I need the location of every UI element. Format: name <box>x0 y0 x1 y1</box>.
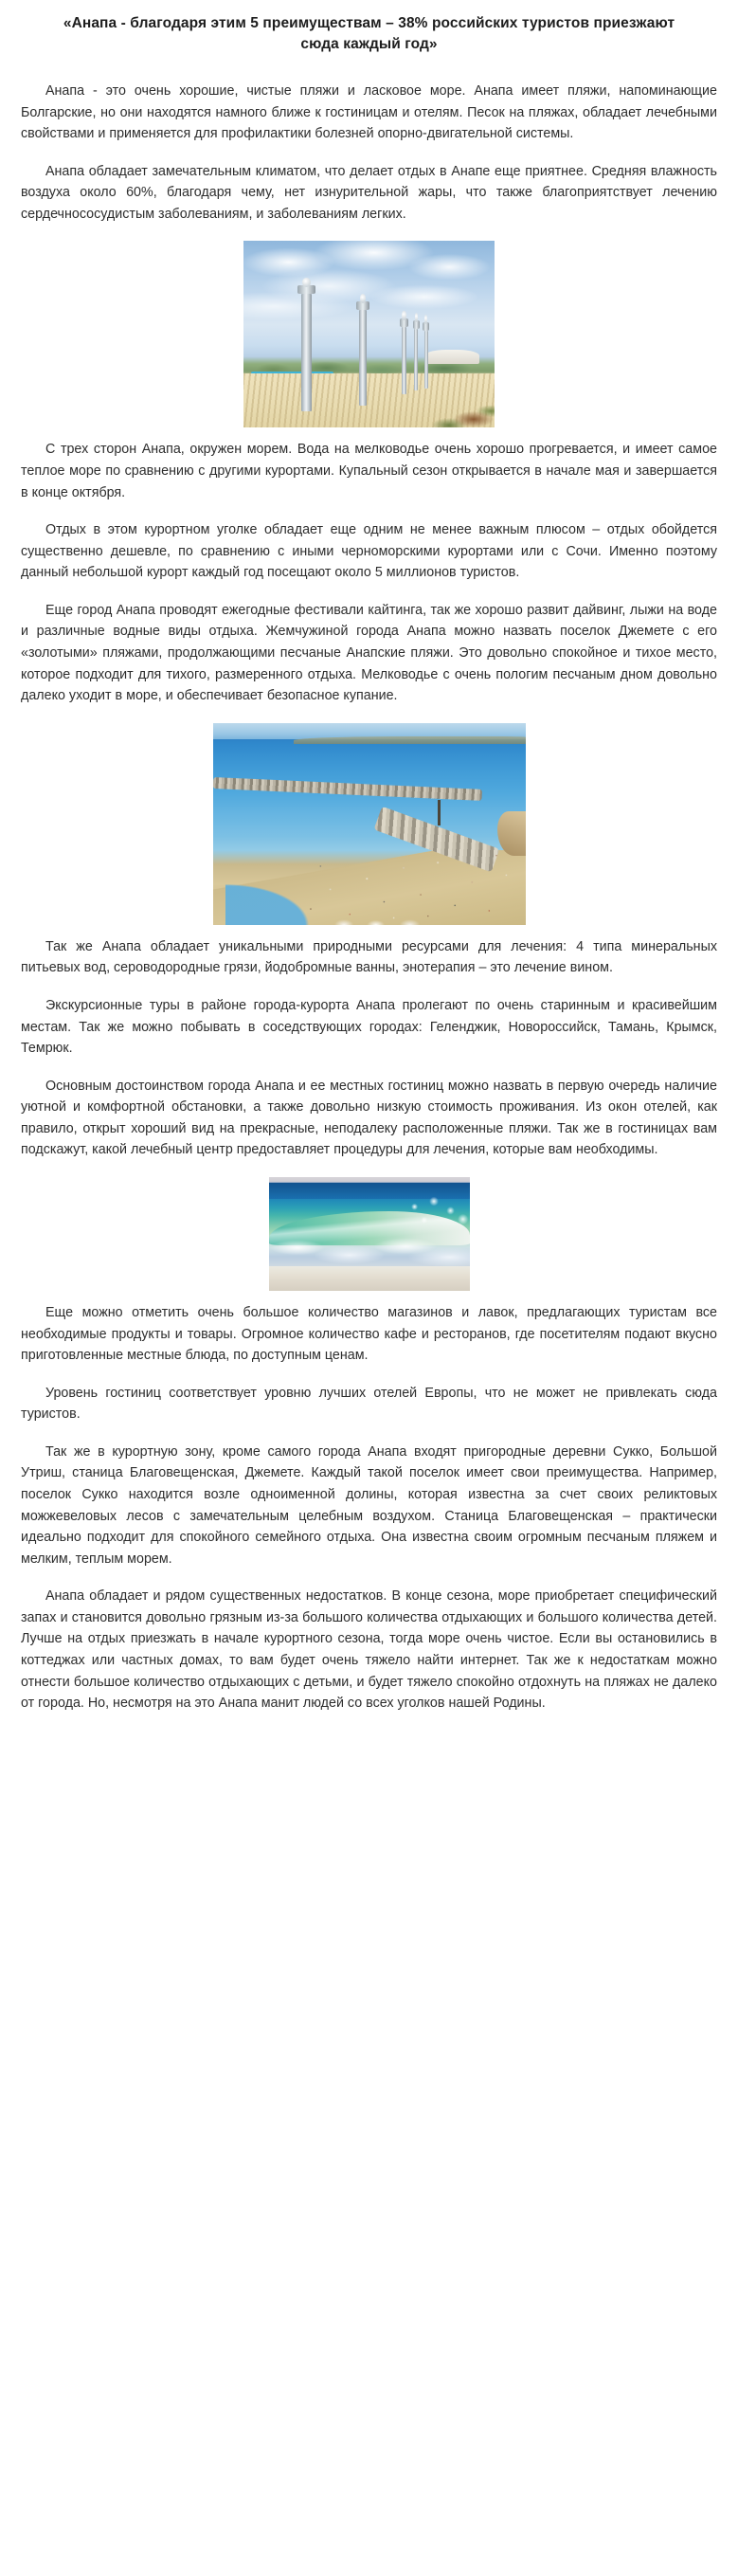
column-5 <box>424 331 428 389</box>
cloud-layer <box>243 241 495 360</box>
figure-beach <box>0 723 738 925</box>
column-3 <box>402 327 406 394</box>
paragraph-12: Анапа обладает и рядом существенных недостатков. В конце сезона, море приобретает специфический запах и становится довольно грязным из-за большого количества отдыхающих и большого количества детей. Лучше на отдых приезжать в начале курортного сезона, тогда море очень чистое. Если вы остановились в коттеджах или частных домах, то вам будет очень тяжело найти интернет. Так же к недостаткам можно отнести большое количество отдыхающих с детьми, и будет тяжело спокойно отдохнуть на пляжах не далеко от города. Но, несмотря на это Анапа манит людей со всех уголков нашей Родины. <box>21 1588 717 1712</box>
paragraph-3: С трех сторон Анапа, окружен морем. Вода на мелководье очень хорошо прогревается, и имеет самое теплое море по сравнению с другими курортами. Купальный сезон открывается в начале мая и завершается в конце октября. <box>21 442 717 500</box>
column-4 <box>414 329 418 390</box>
anapa-promenade-photo <box>243 241 495 427</box>
paragraph-6: Так же Анапа обладает уникальными природными ресурсами для лечения: 4 типа минеральных питьевых вод, сероводородные грязи, йодобромные ванны, энотерапия – это лечение вином. <box>21 938 717 976</box>
breakwater-main <box>213 777 482 801</box>
paragraph-9: Еще можно отметить очень большое количество магазинов и лавок, предлагающих туристам все необходимые продукты и товары. Огромное количество кафе и ресторанов, где посетителям подают вкусно приготовленные местные блюда, по доступным ценам. <box>21 1304 717 1364</box>
foam-front <box>269 1234 470 1268</box>
shrub-bed <box>424 387 495 427</box>
paragraph-5: Еще город Анапа проводят ежегодные фестивали кайтинга, так же хорошо развит дайвинг, лыжи на воде и различные водные виды отдыха. Жемчужиной города Анапа можно назвать поселок Джемете с его «золотыми» пляжами, продолжающими песчаные Анапские пляжи. Это довольно спокойное и тихое место, которое подходит для тихого, размеренного отдыха. Мелководье с очень пологим песчаным дном довольно далеко уходит в море, и обеспечивает безопасное купание. <box>21 602 717 704</box>
wet-sand-shore <box>269 1266 470 1291</box>
foam-spray <box>401 1195 469 1234</box>
pavilion <box>424 350 479 365</box>
figure-promenade <box>0 241 738 427</box>
page-title: «Анапа - благодаря этим 5 преимуществам – 38% российских туристов приезжают сюда каждый год» <box>63 15 675 53</box>
wooden-post <box>438 800 441 826</box>
paragraph-4: Отдых в этом курортном уголке обладает еще одним не менее важным плюсом – отдых обойдется существенно дешевле, по сравнению с иными черноморскими курортами или с Сочи. Именно поэтому данный небольшой курорт каждый год посещают около 5 миллионов туристов. <box>21 522 717 581</box>
paragraph-7: Экскурсионные туры в районе города-курорта Анапа пролегают по очень старинным и красивейшим местам. Так же можно побывать в соседствующих городах: Геленджик, Новороссийск, Тамань, Крымск, Темрюк. <box>21 997 717 1057</box>
anapa-wave-photo <box>269 1177 470 1291</box>
column-2 <box>359 310 367 405</box>
paragraph-11: Так же в курортную зону, кроме самого города Анапа входят пригородные деревни Сукко, Большой Утриш, станица Благовещенская, Джемете. Каждый такой поселок имеет свои преимущества. Например, поселок Сукко находится возле одноименной долины, которая известна за счет своих реликтовых можжевеловых лесов с замечательным целебным воздухом. Станица Благовещенская – практически идеально подходит для спокойного семейного отдыха. Она известна своим огромным песчаным пляжем и мелким, теплым морем. <box>21 1443 717 1567</box>
beach-tents <box>325 898 431 925</box>
figure-wave <box>0 1177 738 1291</box>
paragraph-8: Основным достоинством города Анапа и ее местных гостиниц можно назвать в первую очередь наличие уютной и комфортной обстановки, а также довольно низкую стоимость проживания. Из окон отелей, как правило, открыт хороший вид на прекрасные, неподалеку расположенные пляжи. Так же в гостиницах вам подскажут, какой лечебный центр предоставляет процедуры для лечения, которые вам необходимы. <box>21 1078 717 1158</box>
far-shoreline <box>294 736 525 745</box>
paragraph-1: Анапа - это очень хорошие, чистые пляжи и ласковое море. Анапа имеет пляжи, напоминающие Болгарские, но они находятся намного ближе к гостиницам и отелям. Песок на пляжах, обладает лечебными свойствами и применяется для профилактики болезней опорно-двигательной системы. <box>21 82 717 142</box>
anapa-beach-photo <box>213 723 526 925</box>
paragraph-10: Уровень гостиниц соответствует уровню лучших отелей Европы, что не может не привлекать сюда туристов. <box>21 1385 717 1423</box>
paragraph-2: Анапа обладает замечательным климатом, что делает отдых в Анапе еще приятнее. Средняя влажность воздуха около 60%, благодаря чему, нет изнурительной жары, что также благоприятствует лечению сердечнососудистым заболеваниям, и заболеваниям легких. <box>21 163 717 222</box>
column-1 <box>301 294 312 411</box>
